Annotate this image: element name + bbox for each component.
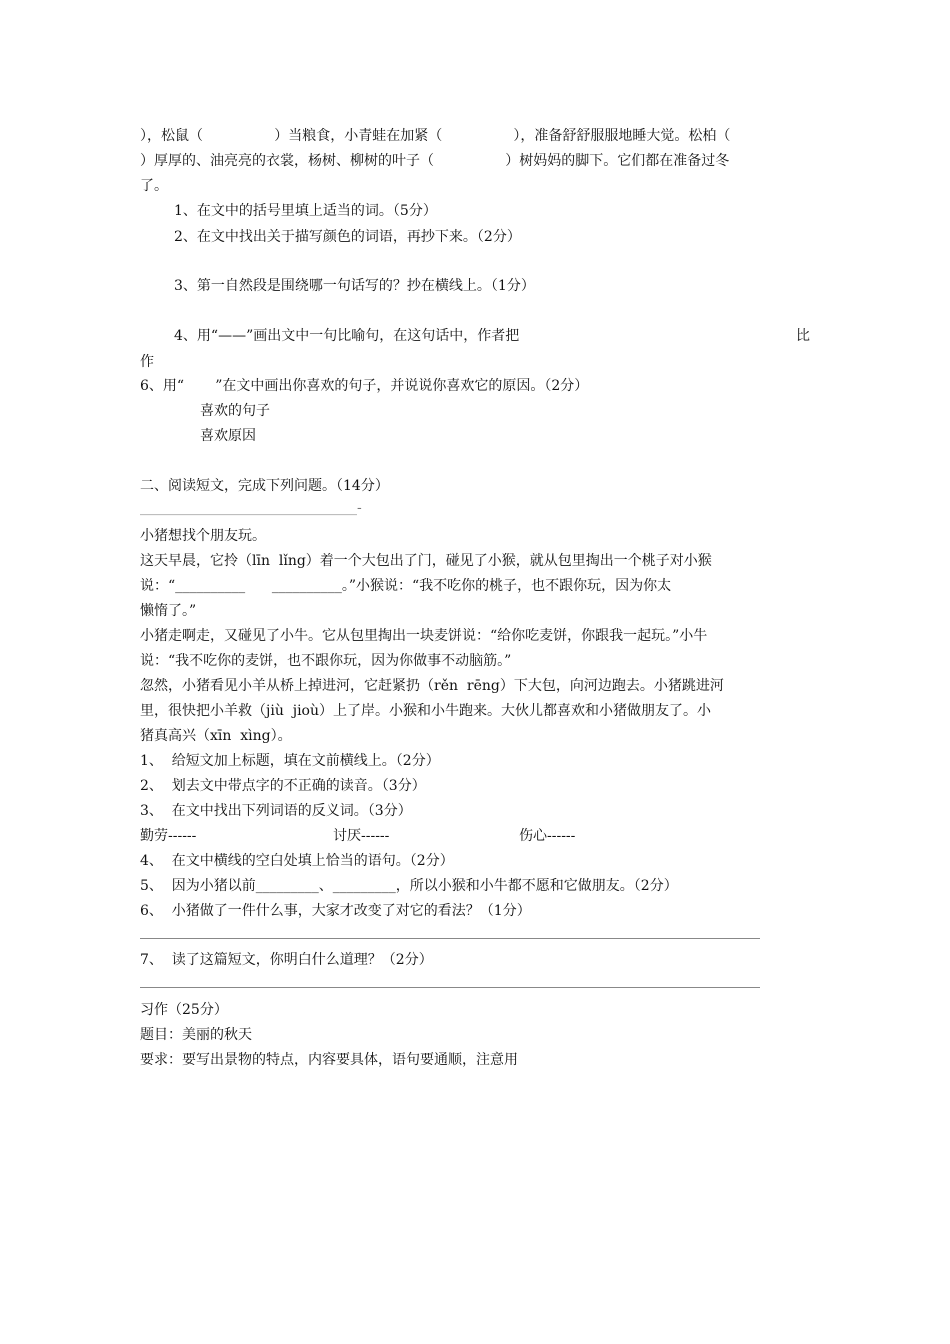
story-paragraph: 小猪想找个朋友玩。: [140, 528, 266, 544]
composition-heading: 习作（25分）: [140, 1002, 228, 1018]
question-4: 4、用“——”画出文中一句比喻句，在这句话中，作者把: [174, 328, 520, 344]
antonym-item: 伤心------: [519, 828, 576, 844]
question-4-end: 比: [796, 328, 810, 344]
question-1: 1、 给短文加上标题，填在文前横线上。（2分）: [140, 753, 440, 769]
story-line: 猪真高兴（xīn xìng）。: [140, 728, 292, 744]
passage-line: ），松鼠（ ）当粮食，小青蛙在加紧（ ），准备舒舒服服地睡大觉。松柏（: [140, 128, 731, 144]
story-line: 里，很快把小羊救（jiù jioù）上了岸。小猴和小牛跑来。大伙儿都喜欢和小猪做朋友了。小: [140, 703, 711, 719]
composition-requirement: 要求：要写出景物的特点，内容要具体，语句要通顺，注意用: [140, 1052, 518, 1068]
passage-line: 了。: [140, 178, 168, 194]
question-4: 4、 在文中横线的空白处填上恰当的语句。（2分）: [140, 853, 454, 869]
title-blank-line: _______________________________-: [140, 500, 362, 516]
story-line: 小猪走啊走，又碰见了小牛。它从包里掏出一块麦饼说：“给你吃麦饼，你跟我一起玩。”小牛: [140, 628, 708, 644]
question-2: 2、在文中找出关于描写颜色的词语，再抄下来。（2分）: [174, 229, 521, 245]
story-line: 说：“__________ __________。”小猴说：“我不吃你的桃子，也不跟你玩，因为你太: [140, 578, 672, 594]
question-4-continued: 作: [140, 354, 154, 370]
composition-topic: 题目：美丽的秋天: [140, 1027, 252, 1043]
question-1: 1、在文中的括号里填上适当的词。（5分）: [174, 203, 437, 219]
answer-line: [140, 938, 760, 939]
antonym-item: 勤劳------: [140, 828, 197, 844]
question-2: 2、 划去文中带点字的不正确的读音。（3分）: [140, 778, 426, 794]
story-line: 说：“我不吃你的麦饼，也不跟你玩，因为你做事不动脑筋。”: [140, 653, 512, 669]
question-7: 7、 读了这篇短文，你明白什么道理？（2分）: [140, 952, 433, 968]
section-heading: 二、阅读短文，完成下列问题。（14分）: [140, 478, 389, 494]
question-3: 3、第一自然段是围绕哪一句话写的？抄在横线上。（1分）: [174, 278, 535, 294]
antonym-item: 讨厌------: [333, 828, 390, 844]
question-5: 5、 因为小猪以前_________、_________，所以小猴和小牛都不愿和它做朋友。（2分）: [140, 878, 678, 894]
favorite-reason-label: 喜欢原因: [200, 428, 256, 444]
question-3: 3、 在文中找出下列词语的反义词。（3分）: [140, 803, 412, 819]
passage-line: ）厚厚的、油亮亮的衣裳，杨树、柳树的叶子（ ）树妈妈的脚下。它们都在准备过冬: [140, 153, 730, 169]
favorite-sentence-label: 喜欢的句子: [200, 403, 270, 419]
question-6: 6、用“ ”在文中画出你喜欢的句子，并说说你喜欢它的原因。（2分）: [140, 378, 589, 394]
answer-line: [140, 987, 760, 988]
question-6: 6、 小猪做了一件什么事，大家才改变了对它的看法？（1分）: [140, 903, 531, 919]
story-line: 这天早晨，它拎（līn lǐng）着一个大包出了门，碰见了小猴，就从包里掏出一个桃子对小猴: [140, 553, 712, 569]
story-line: 忽然，小猪看见小羊从桥上掉进河，它赶紧扔（rěn rēng）下大包，向河边跑去。小猪跳进河: [140, 678, 724, 694]
story-line: 懒惰了。”: [140, 603, 197, 619]
